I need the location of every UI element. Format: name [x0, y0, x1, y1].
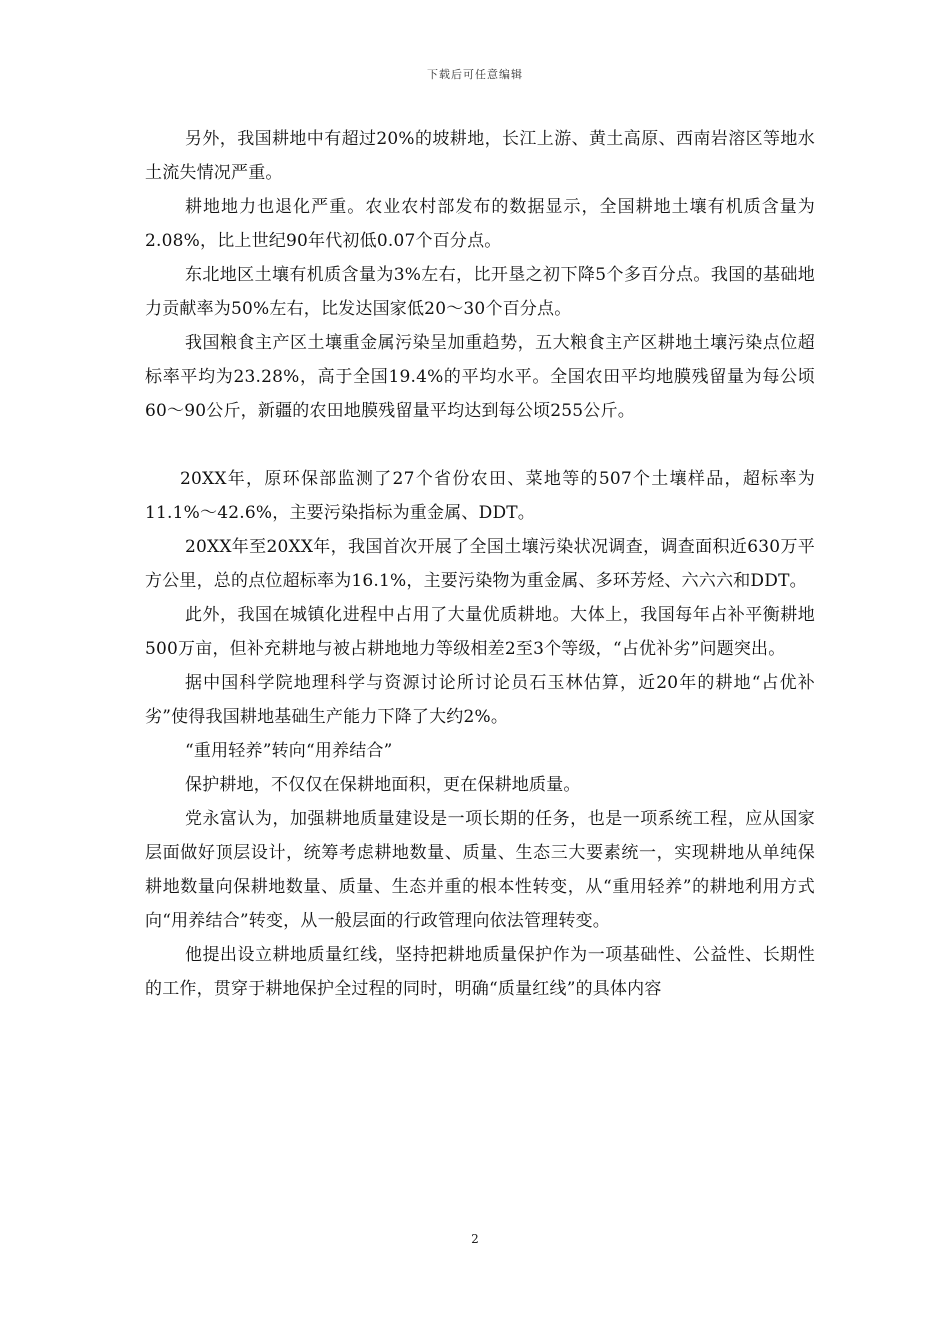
paragraph-national-soil-survey: 20XX年至20XX年，我国首次开展了全国土壤污染状况调查，调查面积近630万平方公里，总的点位超标率为16.1%，主要污染物为重金属、多环芳烃、六六六和DDT。 [145, 537, 815, 591]
paragraph-soil-sample-monitoring: 20XX年，原环保部监测了27个省份农田、菜地等的507个土壤样品，超标率为11.1%～42.6%，主要污染指标为重金属、DDT。 [145, 469, 815, 523]
paragraph-heavy-metal-pollution: 我国粮食主产区土壤重金属污染呈加重趋势，五大粮食主产区耕地土壤污染点位超标率平均为23.28%，高于全国19.4%的平均水平。全国农田平均地膜残留量为每公顷60～90公斤，新疆的农田地膜残留量平均达到每公顷255公斤。 [145, 333, 815, 421]
paragraph-productivity-decline: 据中国科学院地理科学与资源讨论所讨论员石玉林估算，近20年的耕地“占优补劣”使得我国耕地基础生产能力下降了大约2%。 [145, 673, 815, 727]
paragraph-slope-farmland: 另外，我国耕地中有超过20%的坡耕地，长江上游、黄土高原、西南岩溶区等地水土流失情况严重。 [145, 129, 815, 183]
paragraph-quality-red-line: 他提出设立耕地质量红线，坚持把耕地质量保护作为一项基础性、公益性、长期性的工作，贯穿于耕地保护全过程的同时，明确“质量红线”的具体内容 [145, 945, 815, 999]
paragraph-northeast-organic-matter: 东北地区土壤有机质含量为3%左右，比开垦之初下降5个多百分点。我国的基础地力贡献率为50%左右，比发达国家低20～30个百分点。 [145, 265, 815, 319]
section-heading: “重用轻养”转向“用养结合” [185, 741, 393, 761]
paragraph-urbanization-farmland: 此外，我国在城镇化进程中占用了大量优质耕地。大体上，我国每年占补平衡耕地500万亩，但补充耕地与被占耕地地力等级相差2至3个等级，“占优补劣”问题突出。 [145, 605, 815, 659]
document-body [145, 122, 815, 1006]
paragraph-system-engineering: 党永富认为，加强耕地质量建设是一项长期的任务，也是一项系统工程，应从国家层面做好顶层设计，统筹考虑耕地数量、质量、生态三大要素统一，实现耕地从单纯保耕地数量向保耕地数量、质量、生态并重的根本性转变，从“重用轻养”的耕地利用方式向“用养结合”转变，从一般层面的行政管理向依法管理转变。 [145, 809, 815, 931]
paragraph-protect-quality: 保护耕地，不仅仅在保耕地面积，更在保耕地质量。 [185, 775, 581, 795]
page-number: 2 [471, 1232, 479, 1246]
paragraph-soil-fertility: 耕地地力也退化严重。农业农村部发布的数据显示，全国耕地土壤有机质含量为2.08%，比上世纪90年代初低0.07个百分点。 [145, 197, 815, 251]
page-header: 下载后可任意编辑 [427, 68, 523, 81]
